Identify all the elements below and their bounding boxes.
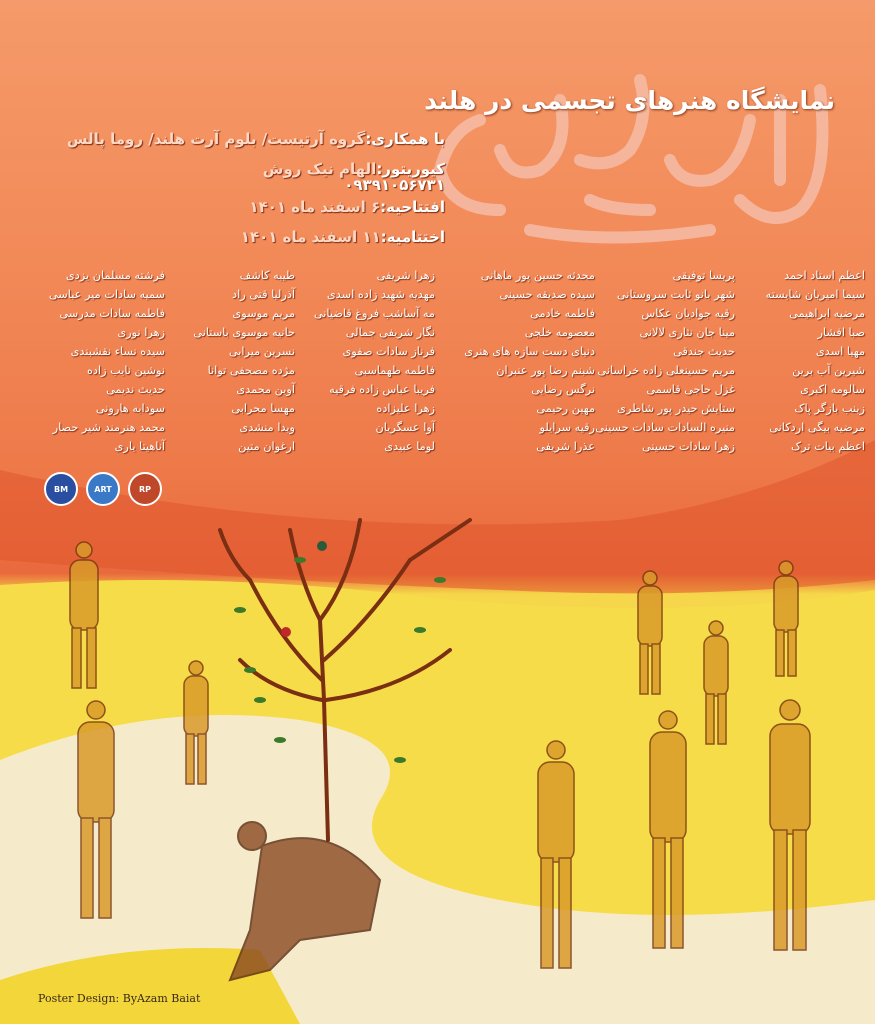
artist-name: زهرا علیزاده: [376, 402, 435, 415]
artist-name: لوما عبیدی: [384, 440, 435, 453]
artist-name: زهرا نوری: [117, 326, 165, 339]
artist-name: مینا جان نثاری لالانی: [639, 326, 735, 339]
artist-name: فرناز سادات صفوی: [342, 345, 435, 358]
artist-name: دنیای دست سازه های هنری: [464, 345, 595, 358]
artist-name: سالومه اکبری: [800, 383, 865, 396]
names-column-1: [745, 266, 865, 456]
artist-name: ویدا منشدی: [239, 421, 295, 434]
names-column-2: [595, 266, 735, 456]
artist-name: مهدیه شهید زاده اسدی: [326, 288, 435, 301]
artist-name: طیبه کاشف: [239, 269, 295, 282]
artist-name: نرگس رضایی: [531, 383, 595, 396]
artist-name: مهین رحیمی: [536, 402, 595, 415]
collaboration-label: با همکاری:: [365, 130, 445, 148]
artist-name: ستایش حیدر پور شاطری: [617, 402, 735, 415]
artist-name: محمد هنرمند شیر حصار: [52, 421, 165, 434]
artist-name: مریم حسینعلی زاده خراسانی: [597, 364, 735, 377]
opening-label: افتتاحیه:: [380, 198, 445, 216]
artist-name: محدثه حسین پور ماهانی: [480, 269, 595, 282]
artist-name: سمیه سادات میر عباسی: [48, 288, 165, 301]
sponsor-logos: [44, 472, 162, 506]
artist-name: آذرلیا قتی راد: [232, 288, 295, 301]
artist-name: منیره السادات سادات حسینی: [595, 421, 735, 434]
art-logo: ART: [86, 472, 120, 506]
artist-name: آناهیتا یاری: [114, 440, 165, 453]
artist-name: شبنم رضا پور عنبران: [496, 364, 595, 377]
artist-name: نوشین نایب زاده: [86, 364, 165, 377]
artist-name: نگار شریفی جمالی: [345, 326, 435, 339]
artist-name: فریبا عباس زاده فرقیه: [329, 383, 435, 396]
artist-name: زینب بازگر پاک: [794, 402, 865, 415]
artist-name: مریم موسوی: [232, 307, 295, 320]
artist-name: شهر بانو ثابت سروستانی: [616, 288, 735, 301]
artist-name: فاطمه طهماسبی: [354, 364, 435, 377]
names-column-5: [175, 266, 295, 456]
artist-name: مرضیه ابراهیمی: [789, 307, 865, 320]
collaboration-value: گروه آرتیست/ بلوم آرت هلند/ روما پالس: [66, 130, 366, 148]
curator-label: کیوریتور:: [376, 160, 445, 178]
artist-name: آوا عسگریان: [375, 421, 435, 434]
artist-name: ارغوان متین: [238, 440, 295, 453]
artist-name: غزل حاجی قاسمی: [646, 383, 735, 396]
artist-name: حدیث ندیمی: [106, 383, 165, 396]
artist-name: رقیه جوادیان عکاس: [641, 307, 735, 320]
artist-name: زهرا سادات حسینی: [642, 440, 735, 453]
artist-name: حدیث جندقی: [673, 345, 735, 358]
artist-name: پریسا توفیقی: [672, 269, 735, 282]
artist-name: مه آساشب فروغ قاضیانی: [313, 307, 435, 320]
artist-name: حانیه موسوی باستانی: [193, 326, 295, 339]
artist-name: سیده نساء نقشبندی: [70, 345, 165, 358]
collaboration-line: [67, 130, 445, 148]
artist-name: سیما امیریان شایسته: [765, 288, 865, 301]
artist-name: رقیه سرایلو: [539, 421, 595, 434]
names-column-3: [464, 266, 595, 456]
headline: نمایشگاه هنرهای تجسمی در هلند: [424, 86, 835, 115]
artist-name: مهسا محرابی: [231, 402, 295, 415]
phone-number: ۰۹۳۹۱۰۵۶۷۳۱: [344, 176, 445, 194]
curator-value: الهام نیک روش: [262, 160, 377, 178]
artist-name: مرضیه بیگی اردکانی: [769, 421, 865, 434]
artist-name: زهرا شریفی: [376, 269, 435, 282]
artist-name: فرشته مسلمان یزدی: [65, 269, 165, 282]
artist-name: سیده صدیقه حسینی: [499, 288, 595, 301]
artist-name: مژده مصحفی توانا: [207, 364, 295, 377]
artist-name: اعظم استاد احمد: [784, 269, 865, 282]
names-column-4: [315, 266, 435, 456]
roma-logo: RP: [128, 472, 162, 506]
artist-name: مهیا اسدی: [815, 345, 865, 358]
artist-name: عذرا شریفی: [536, 440, 595, 453]
artist-name: نسرین میرابی: [228, 345, 295, 358]
closing-line: [241, 228, 445, 246]
artist-name: سودابه هارونی: [95, 402, 165, 415]
artist-name: صبا افشار: [817, 326, 865, 339]
artist-name: آوین محمدی: [236, 383, 295, 396]
opening-value: ۶ اسفند ماه ۱۴۰۱: [249, 198, 381, 216]
names-column-6: [45, 266, 165, 456]
artist-name: شیرین آب برین: [792, 364, 865, 377]
artist-name: فاطمه سادات مدرسی: [59, 307, 165, 320]
artist-name: فاطمه خادمی: [530, 307, 595, 320]
poster-credit: Poster Design: ByAzam Baiat: [38, 992, 201, 1005]
artist-name: اعظم بیات ترک: [791, 440, 865, 453]
bm-logo: BM: [44, 472, 78, 506]
closing-label: اختتامیه:: [380, 228, 445, 246]
opening-line: [249, 198, 445, 216]
artist-name: معصومه خلجی: [524, 326, 595, 339]
closing-value: ۱۱ اسفند ماه ۱۴۰۱: [240, 228, 381, 246]
